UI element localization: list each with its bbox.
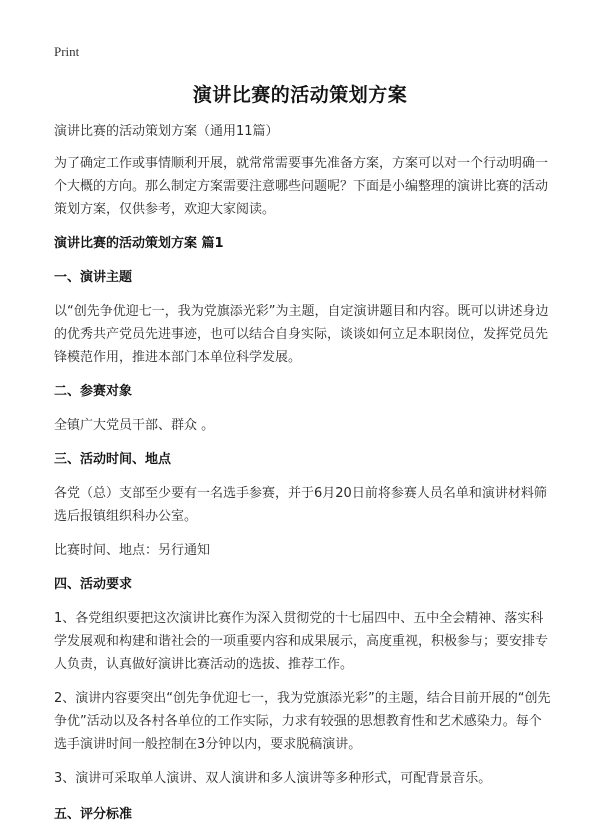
time-paragraph: 各党（总）支部至少要有一名选手参赛，并于6月20日前将参赛人员名单和演讲材料筛选后报镇组织科办公室。	[54, 486, 547, 524]
scoring-heading: 五、评分标准	[54, 807, 133, 822]
subtitle: 演讲比赛的活动策划方案（通用11篇）	[54, 124, 279, 139]
document-body	[54, 120, 554, 826]
theme-heading: 一、演讲主题	[54, 270, 133, 285]
requirements-heading: 四、活动要求	[54, 577, 133, 592]
print-link[interactable]: Print	[54, 44, 80, 59]
participants-heading: 二、参赛对象	[54, 384, 133, 399]
time-heading: 三、活动时间、地点	[54, 452, 172, 467]
participants-paragraph: 全镇广大党员干部、群众 。	[54, 418, 215, 433]
requirement-item: 1、各党组织要把这次演讲比赛作为深入贯彻党的十七届四中、五中全会精神、落实科学发展观和构建和谐社会的一项重要内容和成果展示，高度重视，积极参与；要安排专人负责，认真做好演讲比赛活动的选拔、推荐工作。	[54, 611, 549, 672]
page-title: 演讲比赛的活动策划方案	[192, 84, 408, 106]
time-note: 比赛时间、地点：另行通知	[54, 543, 211, 558]
theme-paragraph: 以“创先争优迎七一，我为党旗添光彩”为主题，自定演讲题目和内容。既可以讲述身边的优秀共产党员先进事迹，也可以结合自身实际，谈谈如何立足本职岗位，发挥党员先锋模范作用，推进本部门本单位科学发展。	[54, 304, 549, 365]
requirement-item: 3、演讲可采取单人演讲、双人演讲和多人演讲等多种形式，可配背景音乐。	[54, 771, 492, 786]
requirement-item: 2、演讲内容要突出“创先争优迎七一，我为党旗添光彩”的主题，结合目前开展的“创先争优”活动以及各村各单位的工作实际，力求有较强的思想教育性和艺术感染力。每个选手演讲时间一般控制在3分钟以内，要求脱稿演讲。	[54, 691, 551, 752]
intro-paragraph: 为了确定工作或事情顺利开展，就常常需要事先准备方案，方案可以对一个行动明确一个大概的方向。那么制定方案需要注意哪些问题呢？下面是小编整理的演讲比赛的活动策划方案，仅供参考，欢迎大家阅读。	[54, 156, 549, 217]
section-title: 演讲比赛的活动策划方案 篇1	[54, 236, 224, 251]
